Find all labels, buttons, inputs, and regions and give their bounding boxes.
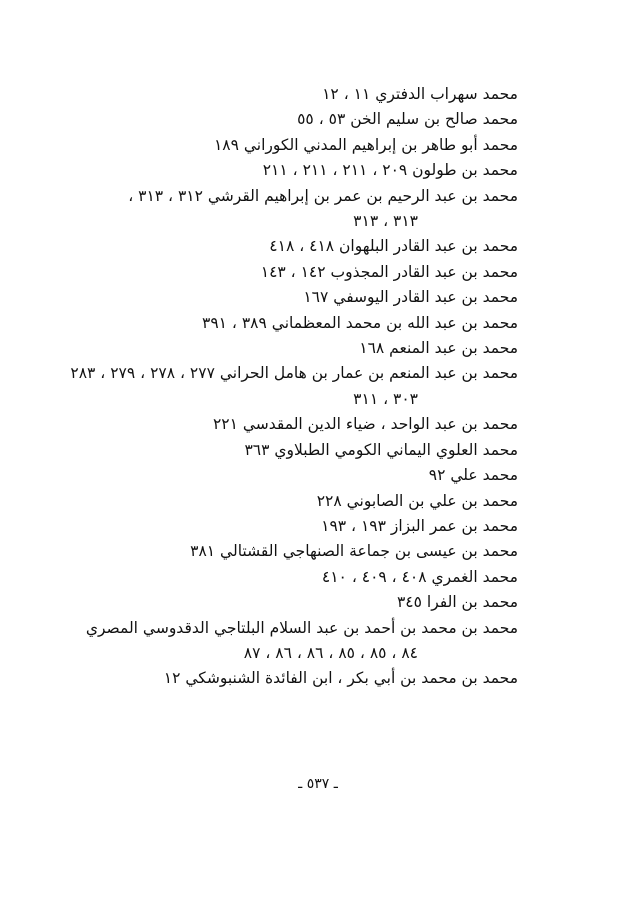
index-entry: محمد صالح بن سليم الخن ٥٣ ، ٥٥ [297,110,518,129]
index-entry: محمد بن عبد القادر البلهوان ٤١٨ ، ٤١٨ [269,237,518,256]
index-entry: محمد بن طولون ٢٠٩ ، ٢١١ ، ٢١١ ، ٢١١ [262,161,518,180]
index-entry: محمد الغمري ٤٠٨ ، ٤٠٩ ، ٤١٠ [321,567,518,586]
index-entry: محمد سهراب الدفتري ١١ ، ١٢ [322,85,518,103]
index-entry: محمد بن عيسى بن جماعة الصنهاجي القشتالي ٣٨١ [190,542,518,561]
index-entry-continuation: ٨٤ ، ٨٥ ، ٨٥ ، ٨٦ ، ٨٦ ، ٨٧ [243,643,418,662]
index-entry: محمد بن عمر البزاز ١٩٣ ، ١٩٣ [321,516,518,535]
index-entry: محمد بن عبد القادر اليوسفي ١٦٧ [303,288,518,307]
index-entry-continuation: ٣١٣ ، ٣١٣ [353,212,418,231]
index-entry: محمد بن عبد الواحد ، ضياء الدين المقدسي ٢٢١ [212,415,518,434]
index-entry: محمد بن عبد المنعم بن عمار بن هامل الحراني ٢٧٧ ، ٢٧٨ ، ٢٧٩ ، ٢٨٣ [70,364,518,383]
index-entry: محمد بن عبد القادر المجذوب ١٤٢ ، ١٤٣ [260,262,518,281]
name-index-list [70,82,518,692]
index-entry: محمد علي ٩٢ [428,466,518,485]
index-entry: محمد بن علي بن الصابوني ٢٢٨ [316,491,518,510]
index-entry: محمد بن عبد المنعم ١٦٨ [359,339,518,358]
index-entry: محمد بن محمد بن أحمد بن عبد السلام البلتاجي الدقدوسي المصري [85,618,518,637]
index-entry: محمد العلوي اليماني الكومي الطبلاوي ٣٦٣ [244,440,518,459]
index-entry: محمد أبو طاهر بن إبراهيم المدني الكوراني ١٨٩ [213,135,518,154]
index-entry: محمد بن الفرا ٣٤٥ [396,593,518,612]
index-entry: محمد بن عبد الرحيم بن عمر بن إبراهيم القرشي ٣١٢ ، ٣١٣ ، [128,186,518,205]
index-entry: محمد بن عبد الله بن محمد المعظماني ٣٨٩ ، ٣٩١ [202,313,518,332]
index-entry-continuation: ٣٠٣ ، ٣١١ [353,389,418,408]
page-number: ـ ٥٣٧ ـ [298,776,338,792]
index-entry: محمد بن محمد بن أبي بكر ، ابن الفائدة الشنبوشكي ١٢ [163,669,518,688]
